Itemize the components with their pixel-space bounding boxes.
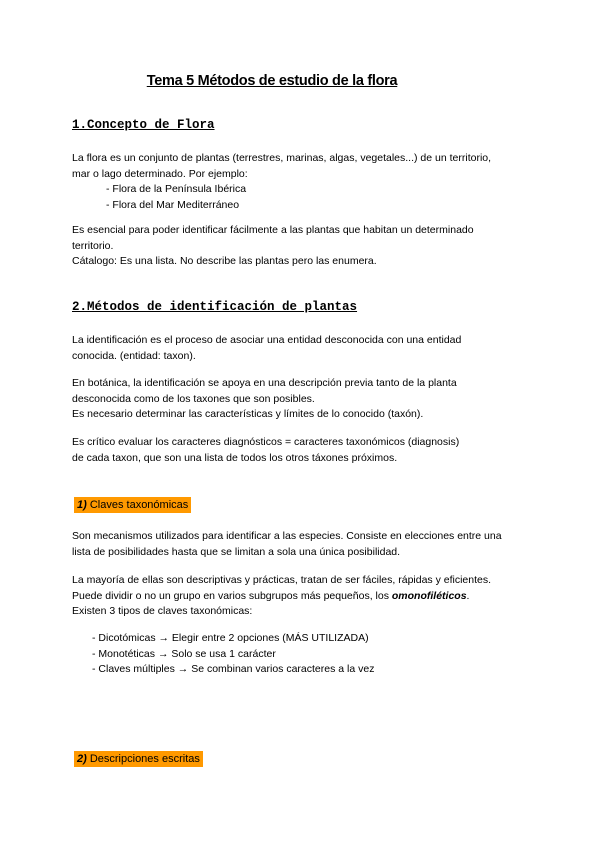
subsection-heading-descripciones <box>74 751 203 767</box>
text-line: En botánica, la identificación se apoya en una descripción previa tanto de la planta <box>72 377 457 389</box>
text-line: Es crítico evaluar los caracteres diagnósticos = caracteres taxonómicos (diagnosis) <box>72 436 460 448</box>
text-segment: . <box>466 589 470 602</box>
subsection-number: 2) <box>77 753 87 765</box>
paragraph-botanica <box>72 376 532 423</box>
text-line: lista de posibilidades hasta que se limitan a sola una única posibilidad. <box>72 545 401 558</box>
list-item: - Claves múltiples → Se combinan varios caracteres a la vez <box>92 663 375 675</box>
list-item: - Monotéticas → Solo se usa 1 carácter <box>92 647 276 660</box>
text-line <box>72 589 532 605</box>
text-line: La identificación es el proceso de asociar una entidad desconocida con una entidad <box>72 334 462 346</box>
subsection-heading-claves <box>74 497 191 513</box>
text-line: Es necesario determinar las características y límites de lo conocido (taxón). <box>72 408 424 420</box>
text-line: La mayoría de ellas son descriptivas y prácticas, tratan de ser fáciles, rápidas y eficientes. <box>72 574 492 586</box>
text-line: mar o lago determinado. Por ejemplo: <box>72 167 248 180</box>
section-heading-concepto: 1.Concepto de Flora <box>72 118 215 132</box>
subsection-number: 1) <box>77 499 87 511</box>
list-item: - Flora de la Península Ibérica <box>106 183 247 195</box>
paragraph-flora-definition <box>72 151 532 213</box>
subsection-label: Descripciones escritas <box>86 753 200 765</box>
text-segment: Puede dividir o no un grupo en varios subgrupos más pequeños, los <box>72 589 392 602</box>
paragraph-claves-tipos <box>72 573 532 620</box>
text-line: Existen 3 tipos de claves taxonómicas: <box>72 605 253 617</box>
paragraph-flora-purpose <box>72 223 532 270</box>
paragraph-caracteres <box>72 435 532 466</box>
text-line: Es esencial para poder identificar fácilmente a las plantas que habitan un determinado <box>72 224 474 236</box>
paragraph-identificacion <box>72 333 532 364</box>
text-line: Son mecanismos utilizados para identificar a las especies. Consiste en elecciones entre una <box>72 530 502 542</box>
page-title: Tema 5 Métodos de estudio de la flora <box>146 73 398 89</box>
subsection-label: Claves taxonómicas <box>86 499 189 511</box>
text-line: La flora es un conjunto de plantas (terrestres, marinas, algas, vegetales...) de un territorio, <box>72 152 492 164</box>
section-heading-metodos: 2.Métodos de identificación de plantas <box>72 300 358 314</box>
text-line: de cada taxon, que son una lista de todos los otros táxones próximos. <box>72 451 398 464</box>
text-line: territorio. <box>72 239 114 252</box>
text-line: Cátalogo: Es una lista. No describe las plantas pero las enumera. <box>72 255 377 267</box>
text-line: desconocida como de los taxones que son posibles. <box>72 392 315 405</box>
claves-list <box>72 631 532 678</box>
text-line: conocida. (entidad: taxon). <box>72 349 196 362</box>
emphasis-term: omonofiléticos <box>391 589 467 602</box>
paragraph-mecanismos <box>72 529 532 560</box>
list-item: - Flora del Mar Mediterráneo <box>106 198 240 211</box>
list-item: - Dicotómicas → Elegir entre 2 opciones (MÁS UTILIZADA) <box>92 632 369 644</box>
